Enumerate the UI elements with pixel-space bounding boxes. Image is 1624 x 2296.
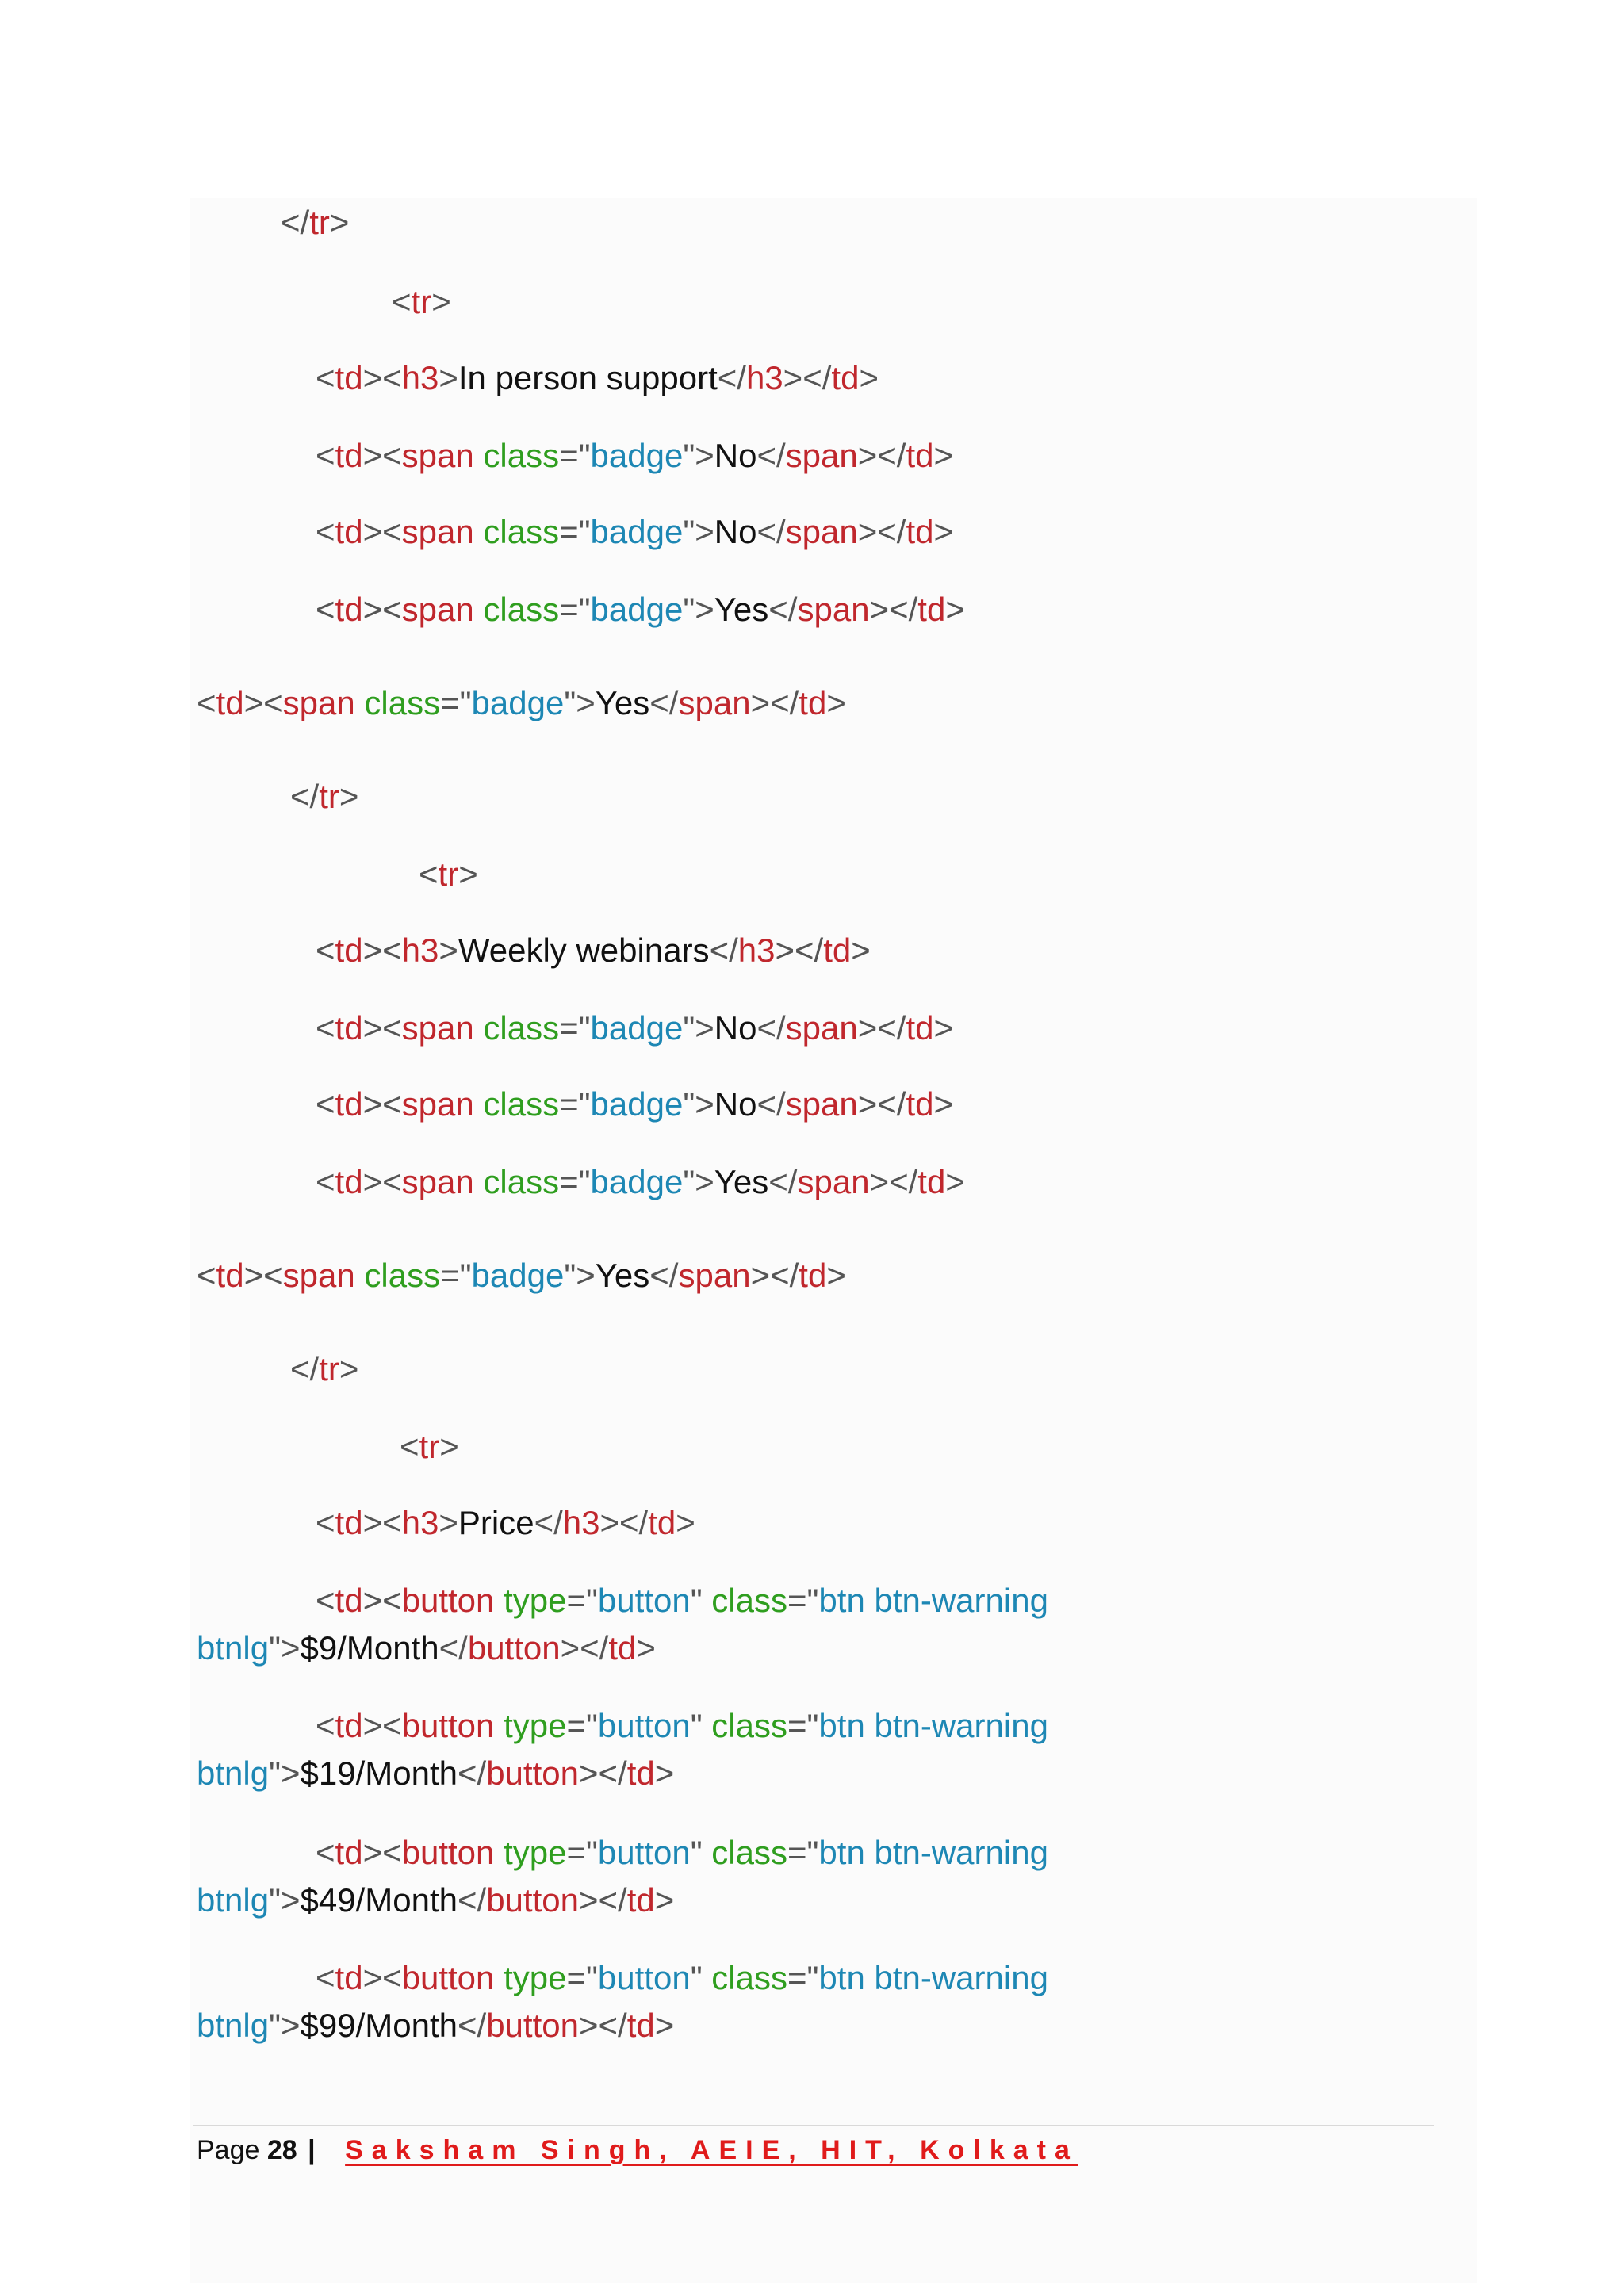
code-line-td-badge: <td><span class="badge">No</span></td> [316, 513, 954, 550]
code-line-td-badge: <td><span class="badge">Yes</span></td> [197, 684, 846, 721]
code-line-open-tr: <tr> [419, 855, 478, 893]
code-line-close-tr: </tr> [290, 1350, 359, 1387]
code-line-td-h3: <td><h3>Price</h3></td> [316, 1504, 695, 1541]
badge-text: Yes [714, 1163, 769, 1200]
code-line-td-button: <td><button type="button" class="btn btn-warning [316, 1707, 1048, 1744]
code-line-td-button-cont: btnlg">$19/Month</button></td> [197, 1755, 675, 1792]
code-line-td-button: <td><button type="button" class="btn btn-warning [316, 1582, 1048, 1619]
code-line-td-button: <td><button type="button" class="btn btn-warning [316, 1959, 1048, 1996]
badge-text: Yes [595, 684, 650, 721]
page-footer [197, 2131, 1078, 2169]
price-text: $99/Month [300, 2007, 458, 2044]
code-line-open-tr: <tr> [400, 1428, 459, 1465]
page-label: Page [197, 2135, 260, 2165]
code-line-td-button: <td><button type="button" class="btn btn-warning [316, 1834, 1048, 1871]
badge-text: No [714, 437, 757, 474]
code-line-td-badge: <td><span class="badge">No</span></td> [316, 437, 954, 474]
badge-text: No [714, 1009, 757, 1047]
code-line-td-button-cont: btnlg">$9/Month</button></td> [197, 1629, 656, 1667]
code-line-close-tr: </tr> [290, 778, 359, 815]
footer-separator: | [308, 2135, 316, 2165]
code-line-td-h3: <td><h3>Weekly webinars</h3></td> [316, 932, 871, 969]
code-line-td-h3: <td><h3>In person support</h3></td> [316, 359, 879, 396]
row-heading-text: Weekly webinars [458, 932, 710, 969]
code-line-td-badge: <td><span class="badge">Yes</span></td> [316, 591, 965, 628]
price-text: $19/Month [300, 1755, 458, 1792]
code-line-td-badge: <td><span class="badge">No</span></td> [316, 1085, 954, 1123]
price-text: $49/Month [300, 1881, 458, 1919]
row-heading-text: In person support [458, 359, 718, 396]
page-number: 28 [266, 2135, 297, 2165]
badge-text: No [714, 513, 757, 550]
code-line-td-badge: <td><span class="badge">No</span></td> [316, 1009, 954, 1047]
price-text: $9/Month [300, 1629, 439, 1667]
code-line-close-tr: </tr> [281, 204, 350, 241]
badge-text: Yes [595, 1257, 650, 1294]
badge-text: No [714, 1085, 757, 1123]
row-heading-text: Price [458, 1504, 534, 1541]
author-credit: Saksham Singh, AEIE, HIT, Kolkata [345, 2135, 1078, 2165]
tag-name: tr [309, 204, 330, 241]
code-line-open-tr: <tr> [392, 283, 451, 320]
code-line-td-badge: <td><span class="badge">Yes</span></td> [197, 1257, 846, 1294]
code-line-td-badge: <td><span class="badge">Yes</span></td> [316, 1163, 965, 1200]
tag-name: tr [411, 283, 432, 320]
code-line-td-button-cont: btnlg">$99/Month</button></td> [197, 2007, 675, 2044]
code-line-td-button-cont: btnlg">$49/Month</button></td> [197, 1881, 675, 1919]
badge-text: Yes [714, 591, 769, 628]
footer-divider [193, 2125, 1434, 2126]
